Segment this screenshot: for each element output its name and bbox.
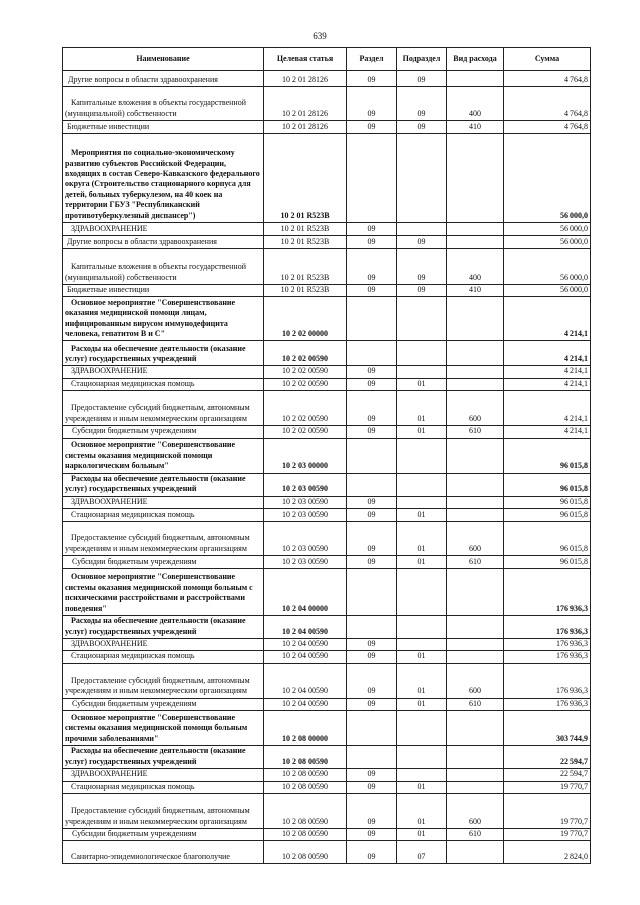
cell-subsection [397,746,447,769]
cell-section: 09 [347,639,397,651]
cell-subsection: 01 [397,794,447,829]
cell-expense-type [447,651,504,663]
table-row [63,569,591,616]
cell-amount: 4 214,1 [504,297,591,341]
cell-section: 09 [347,781,397,793]
cell-subsection: 09 [397,249,447,285]
cell-expense-type [447,639,504,651]
table-body [63,71,591,864]
cell-section: 09 [347,556,397,569]
cell-target: 10 2 02 00590 [264,426,347,438]
cell-section [347,438,397,473]
cell-expense-type [447,509,504,522]
cell-target: 10 2 03 00590 [264,509,347,522]
cell-subsection [397,366,447,378]
cell-name: Расходы на обеспечение деятельности (оказание услуг) государственных учреждений [63,746,264,769]
cell-section: 09 [347,249,397,285]
cell-target: 10 2 08 00590 [264,841,347,864]
cell-subsection [397,496,447,508]
cell-target: 10 2 08 00590 [264,746,347,769]
cell-subsection [397,341,447,366]
cell-name: Стационарная медицинская помощь [63,781,264,793]
cell-subsection: 09 [397,87,447,121]
table-row [63,236,591,249]
cell-section: 09 [347,391,397,426]
cell-subsection: 01 [397,663,447,698]
cell-expense-type [447,496,504,508]
cell-amount: 19 770,7 [504,829,591,841]
table-row [63,651,591,663]
cell-name: ЗДРАВООХРАНЕНИЕ [63,639,264,651]
cell-amount: 176 936,3 [504,616,591,639]
cell-subsection [397,473,447,496]
cell-amount: 176 936,3 [504,651,591,663]
cell-subsection: 01 [397,391,447,426]
cell-subsection: 01 [397,378,447,390]
table-row [63,698,591,710]
cell-name: Санитарно-эпидемиологическое благополучие [63,841,264,864]
cell-expense-type [447,473,504,496]
cell-target: 10 2 08 00590 [264,794,347,829]
cell-name: Другие вопросы в области здравоохранения [63,236,264,249]
cell-target: 10 2 03 00590 [264,473,347,496]
cell-section [347,134,397,223]
cell-expense-type: 410 [447,285,504,297]
table-row [63,616,591,639]
cell-amount: 96 015,8 [504,509,591,522]
cell-expense-type [447,841,504,864]
table-row [63,285,591,297]
cell-subsection: 01 [397,426,447,438]
cell-target: 10 2 01 28126 [264,121,347,134]
cell-amount: 19 770,7 [504,781,591,793]
header-amount: Сумма [504,48,591,71]
cell-expense-type: 600 [447,794,504,829]
table-row [63,426,591,438]
table-row [63,366,591,378]
cell-name: Субсидии бюджетным учреждениям [63,426,264,438]
cell-section: 09 [347,496,397,508]
header-expense-type: Вид расхода [447,48,504,71]
table-row [63,711,591,746]
cell-target: 10 2 01 R523B [264,285,347,297]
cell-amount: 56 000,0 [504,236,591,249]
cell-amount: 4 214,1 [504,426,591,438]
cell-expense-type: 600 [447,391,504,426]
cell-name: Предоставление субсидий бюджетным, автономным учреждениям и иным некоммерческим организациям [63,663,264,698]
cell-expense-type: 610 [447,556,504,569]
cell-name: Расходы на обеспечение деятельности (оказание услуг) государственных учреждений [63,473,264,496]
cell-amount: 96 015,8 [504,473,591,496]
cell-subsection [397,223,447,236]
table-row [63,134,591,223]
cell-target: 10 2 08 00000 [264,711,347,746]
cell-amount: 176 936,3 [504,698,591,710]
table-row [63,746,591,769]
cell-target: 10 2 04 00590 [264,639,347,651]
cell-subsection [397,616,447,639]
table-row [63,391,591,426]
cell-name: ЗДРАВООХРАНЕНИЕ [63,769,264,781]
table-row [63,71,591,87]
table-row [63,223,591,236]
cell-section [347,569,397,616]
cell-name: Субсидии бюджетным учреждениям [63,698,264,710]
cell-name: Стационарная медицинская помощь [63,378,264,390]
cell-subsection [397,769,447,781]
cell-target: 10 2 01 R523B [264,223,347,236]
cell-amount: 303 744,9 [504,711,591,746]
cell-expense-type [447,134,504,223]
cell-subsection: 09 [397,285,447,297]
cell-name: Основное мероприятие "Совершенствование оказания медицинской помощи лицам, инфицированным вирусом иммунодефицита человека, гепатитом В и С" [63,297,264,341]
cell-amount: 4 214,1 [504,391,591,426]
cell-expense-type [447,236,504,249]
cell-amount: 19 770,7 [504,794,591,829]
cell-name: ЗДРАВООХРАНЕНИЕ [63,223,264,236]
cell-name: Основное мероприятие "Совершенствование системы оказания медицинской помощи больным прочими заболеваниями" [63,711,264,746]
cell-amount: 56 000,0 [504,134,591,223]
cell-expense-type: 600 [447,522,504,556]
cell-expense-type: 610 [447,829,504,841]
cell-section: 09 [347,223,397,236]
cell-amount: 56 000,0 [504,285,591,297]
cell-subsection: 01 [397,556,447,569]
cell-section: 09 [347,769,397,781]
header-subsection: Подраздел [397,48,447,71]
cell-name: Расходы на обеспечение деятельности (оказание услуг) государственных учреждений [63,341,264,366]
cell-amount: 176 936,3 [504,569,591,616]
cell-section: 09 [347,285,397,297]
cell-expense-type [447,711,504,746]
cell-section [347,746,397,769]
cell-amount: 4 764,8 [504,71,591,87]
cell-expense-type [447,746,504,769]
cell-section: 09 [347,71,397,87]
table-row [63,509,591,522]
table-row [63,794,591,829]
cell-amount: 4 214,1 [504,366,591,378]
cell-expense-type: 600 [447,663,504,698]
cell-amount: 96 015,8 [504,556,591,569]
table-row [63,556,591,569]
cell-name: Бюджетные инвестиции [63,121,264,134]
cell-amount: 96 015,8 [504,438,591,473]
cell-section: 09 [347,522,397,556]
cell-section [347,297,397,341]
cell-expense-type [447,769,504,781]
cell-expense-type [447,223,504,236]
cell-subsection [397,438,447,473]
cell-section [347,711,397,746]
table-row [63,438,591,473]
cell-expense-type [447,438,504,473]
cell-target: 10 2 04 00590 [264,698,347,710]
cell-target: 10 2 08 00590 [264,769,347,781]
cell-target: 10 2 02 00590 [264,391,347,426]
cell-name: Бюджетные инвестиции [63,285,264,297]
table-row [63,87,591,121]
cell-expense-type [447,569,504,616]
cell-subsection [397,297,447,341]
table-row [63,121,591,134]
cell-target: 10 2 03 00590 [264,496,347,508]
cell-target: 10 2 08 00590 [264,829,347,841]
cell-section: 09 [347,121,397,134]
cell-section: 09 [347,698,397,710]
cell-section: 09 [347,236,397,249]
cell-name: Основное мероприятие "Совершенствование системы оказания медицинской помощи больным с психическими расстройствами и расстройствами поведения" [63,569,264,616]
cell-subsection [397,711,447,746]
cell-section: 09 [347,651,397,663]
cell-target: 10 2 01 R523B [264,249,347,285]
cell-section: 09 [347,794,397,829]
cell-expense-type: 400 [447,249,504,285]
cell-amount: 96 015,8 [504,522,591,556]
cell-expense-type: 400 [447,87,504,121]
cell-target: 10 2 01 R523B [264,236,347,249]
cell-target: 10 2 04 00590 [264,616,347,639]
cell-section: 09 [347,378,397,390]
cell-subsection: 01 [397,522,447,556]
cell-expense-type [447,781,504,793]
header-target: Целевая статья [264,48,347,71]
table-row [63,841,591,864]
cell-amount: 4 214,1 [504,378,591,390]
cell-amount: 56 000,0 [504,249,591,285]
cell-amount: 22 594,7 [504,746,591,769]
cell-section: 09 [347,829,397,841]
cell-target: 10 2 03 00590 [264,556,347,569]
cell-name: Капитальные вложения в объекты государственной (муниципальной) собственности [63,249,264,285]
cell-section [347,616,397,639]
cell-name: Предоставление субсидий бюджетным, автономным учреждениям и иным некоммерческим организациям [63,522,264,556]
cell-subsection [397,134,447,223]
cell-section: 09 [347,366,397,378]
cell-name: Мероприятия по социально-экономическому развитию субъектов Российской Федерации, входящих в состав Северо-Кавказского федерального округа (Строительство стационарного корпуса для детей, больных туберкулезом, на 40 коек на территории ГБУЗ "Республиканский противотуберкулезный диспансер") [63,134,264,223]
cell-expense-type [447,297,504,341]
table-row [63,522,591,556]
cell-section: 09 [347,509,397,522]
cell-expense-type: 410 [447,121,504,134]
cell-amount: 22 594,7 [504,769,591,781]
cell-expense-type [447,366,504,378]
table-row [63,496,591,508]
budget-table [62,47,591,864]
table-header-row [63,48,591,71]
cell-amount: 4 214,1 [504,341,591,366]
cell-target: 10 2 03 00590 [264,522,347,556]
table-row [63,378,591,390]
cell-subsection: 01 [397,651,447,663]
cell-subsection: 01 [397,509,447,522]
cell-name: Предоставление субсидий бюджетным, автономным учреждениям и иным некоммерческим организациям [63,794,264,829]
cell-section: 09 [347,426,397,438]
cell-section: 09 [347,663,397,698]
header-section: Раздел [347,48,397,71]
cell-amount: 176 936,3 [504,663,591,698]
cell-target: 10 2 02 00590 [264,378,347,390]
cell-target: 10 2 04 00590 [264,663,347,698]
cell-target: 10 2 02 00590 [264,341,347,366]
cell-name: Другие вопросы в области здравоохранения [63,71,264,87]
cell-name: Предоставление субсидий бюджетным, автономным учреждениям и иным некоммерческим организациям [63,391,264,426]
cell-target: 10 2 02 00000 [264,297,347,341]
cell-amount: 96 015,8 [504,496,591,508]
cell-section [347,341,397,366]
cell-expense-type [447,341,504,366]
table-row [63,297,591,341]
cell-name: Субсидии бюджетным учреждениям [63,556,264,569]
cell-target: 10 2 02 00590 [264,366,347,378]
table-row [63,341,591,366]
cell-expense-type [447,71,504,87]
cell-expense-type: 610 [447,426,504,438]
cell-amount: 4 764,8 [504,121,591,134]
cell-target: 10 2 08 00590 [264,781,347,793]
cell-target: 10 2 01 28126 [264,71,347,87]
cell-subsection: 01 [397,698,447,710]
page-number: 639 [313,31,327,41]
cell-subsection [397,569,447,616]
cell-name: Основное мероприятие "Совершенствование системы оказания медицинской помощи наркологическим больным" [63,438,264,473]
cell-target: 10 2 01 R523B [264,134,347,223]
cell-subsection: 07 [397,841,447,864]
cell-section: 09 [347,841,397,864]
table-row [63,829,591,841]
cell-amount: 2 824,0 [504,841,591,864]
cell-amount: 56 000,0 [504,223,591,236]
table-row [63,769,591,781]
cell-amount: 176 936,3 [504,639,591,651]
cell-expense-type: 610 [447,698,504,710]
cell-target: 10 2 01 28126 [264,87,347,121]
cell-expense-type [447,378,504,390]
cell-expense-type [447,616,504,639]
table-row [63,663,591,698]
table-row [63,473,591,496]
cell-name: Субсидии бюджетным учреждениям [63,829,264,841]
cell-subsection: 09 [397,236,447,249]
cell-name: ЗДРАВООХРАНЕНИЕ [63,496,264,508]
cell-name: Стационарная медицинская помощь [63,651,264,663]
cell-section: 09 [347,87,397,121]
cell-target: 10 2 04 00590 [264,651,347,663]
cell-target: 10 2 03 00000 [264,438,347,473]
cell-name: ЗДРАВООХРАНЕНИЕ [63,366,264,378]
table-row [63,249,591,285]
table-row [63,639,591,651]
cell-subsection: 01 [397,781,447,793]
cell-subsection [397,639,447,651]
cell-target: 10 2 04 00000 [264,569,347,616]
cell-name: Расходы на обеспечение деятельности (оказание услуг) государственных учреждений [63,616,264,639]
table-row [63,781,591,793]
header-name: Наименование [63,48,264,71]
cell-subsection: 09 [397,121,447,134]
cell-name: Капитальные вложения в объекты государственной (муниципальной) собственности [63,87,264,121]
cell-amount: 4 764,8 [504,87,591,121]
cell-section [347,473,397,496]
cell-subsection: 09 [397,71,447,87]
cell-name: Стационарная медицинская помощь [63,509,264,522]
cell-subsection: 01 [397,829,447,841]
